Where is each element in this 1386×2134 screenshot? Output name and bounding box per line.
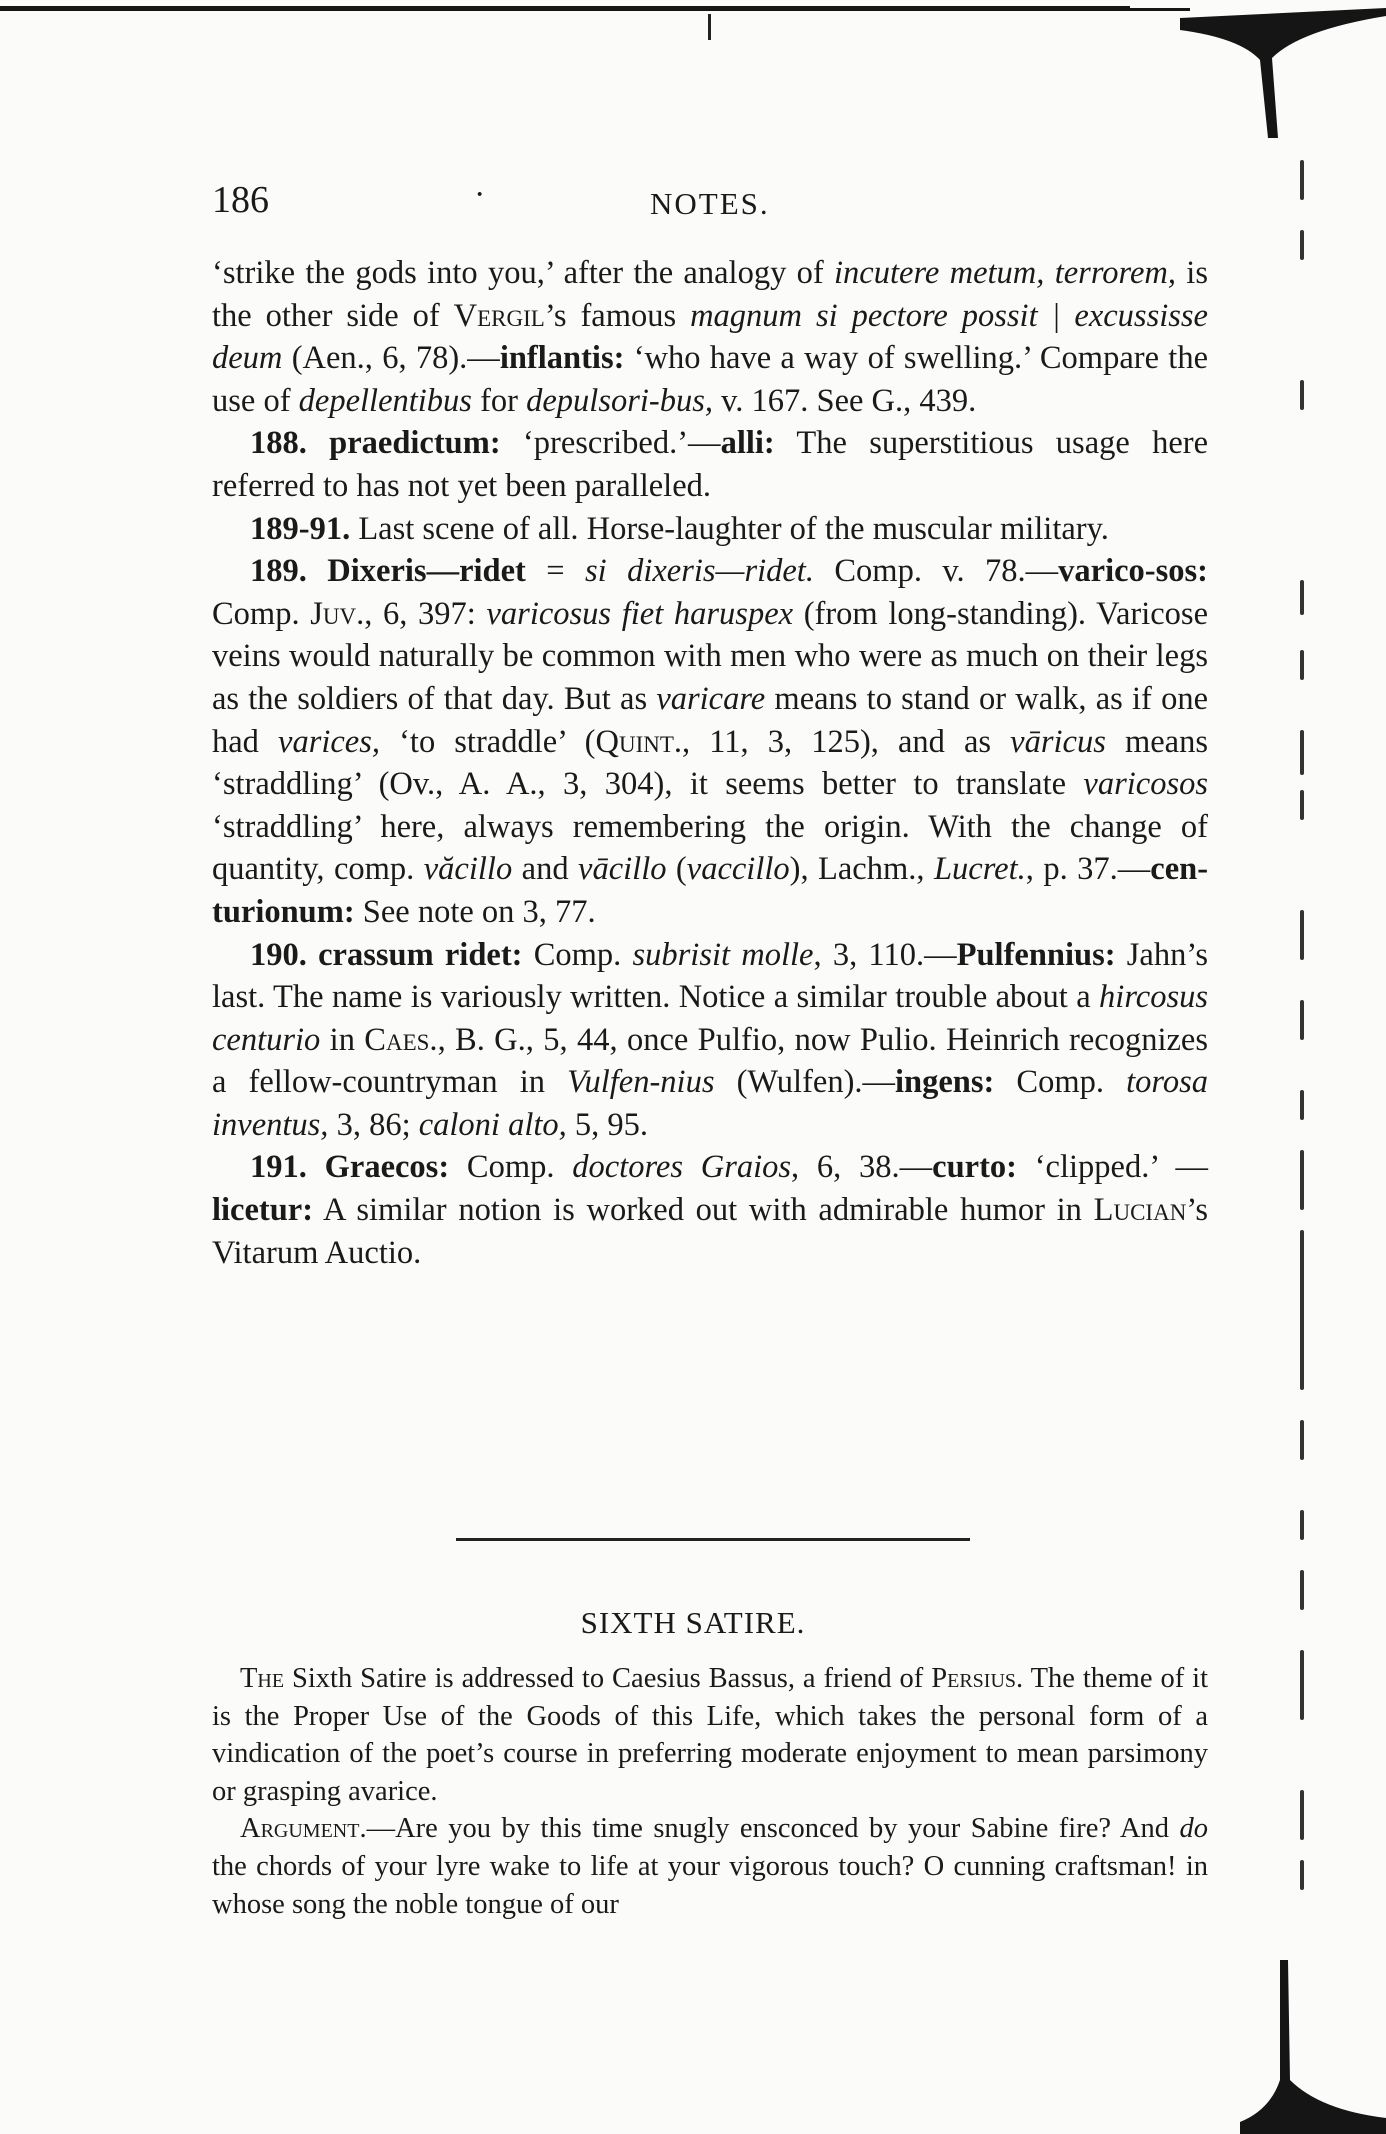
satire-argument-paragraph: Argument.—Are you by this time snugly ensconced by your Sabine fire? And do the chords of your lyre wake to life at your vigorous touch? O cunning craftsman! in whose song the noble tongue of our: [212, 1813, 1208, 1920]
running-head: NOTES.: [650, 186, 770, 221]
page-header: [212, 178, 1206, 228]
section-divider: [456, 1538, 970, 1541]
page-number: 186: [212, 179, 269, 221]
binding-margin-marks: [1280, 150, 1340, 1970]
binding-corner-top: [1180, 8, 1386, 138]
note-188: 188. praedictum: ‘prescribed.’—alli: The superstitious usage here referred to has not yet been paralleled.: [212, 425, 1209, 504]
note-189-91: 189-91. Last scene of all. Horse-laughter of the muscular military.: [250, 510, 1109, 547]
top-scan-mark: [708, 14, 711, 40]
satire-title: SIXTH SATIRE.: [580, 1605, 806, 1640]
note-190: 190. crassum ridet: Comp. subrisit molle, 3, 110.—Pulfennius: Jahn’s last. The name is variously written. Notice a similar trouble about a hircosus centurio in Caes., B. G., 5, 44, once Pulfio, now Pulio. Heinrich recognizes a fellow-countryman in Vulfen-nius (Wulfen).—ingens: Comp. torosa inventus, 3, 86; caloni alto, 5, 95.: [212, 936, 1209, 1143]
top-edge-rule: [0, 6, 1130, 11]
notes-section: [212, 252, 1208, 1274]
note-continuation: ‘strike the gods into you,’ after the analogy of incutere metum, terrorem, is the other side of Vergil’s famous magnum si pectore possit | excussisse deum (Aen., 6, 78).—inflantis: ‘who have a way of swelling.’ Compare the use of depellentibus for depulsori-bus, v. 167. See G., 439.: [212, 255, 1208, 419]
note-191: 191. Graecos: Comp. doctores Graios, 6, 38.—curto: ‘clipped.’ —licetur: A similar notion is worked out with admirable humor in Lucian’s Vitarum Auctio.: [212, 1149, 1208, 1271]
note-189: 189. Dixeris—ridet = si dixeris—ridet. Comp. v. 78.—varico-sos: Comp. Juv., 6, 397: varicosus fiet haruspex (from long-standing). Varicose veins would naturally be common with men who were as much on their legs as the soldiers of that day. But as varicare means to stand or walk, as if one had varices, ‘to straddle’ (Quint., 11, 3, 125), and as vāricus means ‘straddling’ (Ov., A. A., 3, 304), it seems better to translate varicosos ‘straddling’ here, always remembering the origin. With the change of quantity, comp. văcillo and vācillo (vaccillo), Lachm., Lucret., p. 37.—cen-turionum: See note on 3, 77.: [212, 553, 1209, 930]
binding-corner-bottom: [1240, 1960, 1386, 2134]
satire-introduction: [212, 1660, 1208, 1923]
header-dot: ·: [474, 176, 486, 213]
satire-intro-paragraph: The Sixth Satire is addressed to Caesius Bassus, a friend of Persius. The theme of it is the Proper Use of the Goods of this Life, which takes the personal form of a vindication of the poet’s course in preferring moderate enjoyment to mean parsimony or grasping avarice.: [212, 1663, 1208, 1807]
